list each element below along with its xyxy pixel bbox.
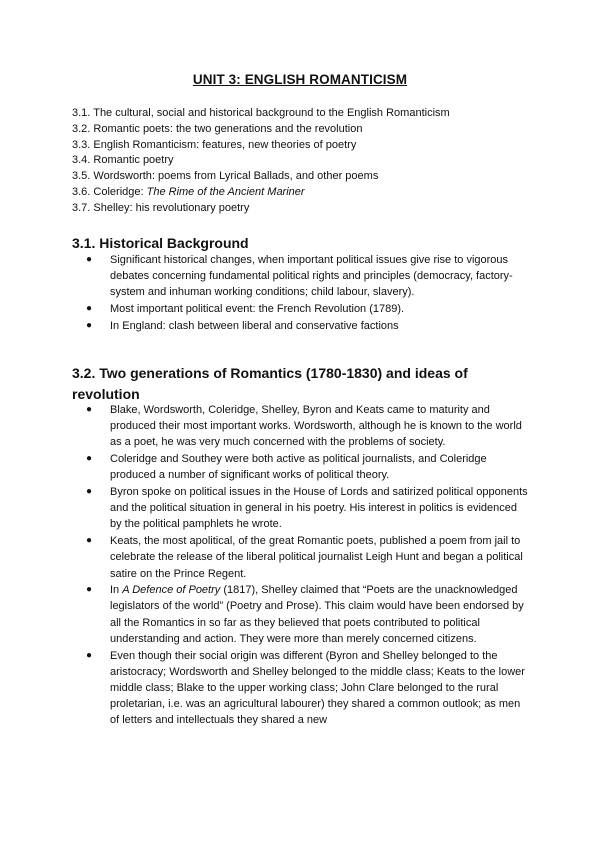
list-item: ● Byron spoke on political issues in the House of Lords and satirized political opponents and the political situation in general in his poetry. His interest in politics is evidenced by the political pamphlets he wrote. [86,486,528,531]
bullet-icon: ● [86,254,93,265]
section-heading-two-generations: 3.2. Two generations of Romantics (1780-1830) and ideas of revolution [72,365,468,402]
section2-bullet-list [82,402,530,729]
bullet-icon: ● [86,453,93,465]
toc-item: 3.3. English Romanticism: features, new theories of poetry [72,138,357,151]
list-item: ● Blake, Wordsworth, Coleridge, Shelley, Byron and Keats came to maturity and produced their most important works. Wordsworth, although he is known to the world as a poet, he was very much concerned with the problems of society. [86,404,522,449]
table-of-contents [72,106,542,217]
toc-item: 3.7. Shelley: his revolutionary poetry [72,201,250,214]
page-title: UNIT 3: ENGLISH ROMANTICISM [192,72,408,87]
toc-item: 3.5. Wordsworth: poems from Lyrical Ballads, and other poems [72,170,379,183]
bullet-icon: ● [86,404,93,415]
section1-bullet-list [82,252,530,335]
bullet-icon: ● [86,486,93,498]
list-item: ● Coleridge and Southey were both active as political journalists, and Coleridge produced a number of significant works of political theory. [86,453,487,482]
bullet-icon: ● [86,303,93,315]
list-item: ● In A Defence of Poetry (1817), Shelley claimed that “Poets are the unacknowledged legislators of the world” (Poetry and Prose). This claim would have been endorsed by all the Romantics in so far as they believed that poets contributed to political understanding and action. They were more than merely concerned citizens. [86,584,524,645]
bullet-icon: ● [86,649,93,661]
bullet-icon: ● [86,319,93,331]
bullet-icon: ● [86,584,93,596]
list-item: ● Keats, the most apolitical, of the great Romantic poets, published a poem from jail to celebrate the release of the liberal political journalist Leigh Hunt and began a political satire on the Prince Regent. [86,535,523,580]
section-heading-historical-background: 3.1. Historical Background [72,235,249,251]
toc-item: 3.4. Romantic poetry [72,154,174,167]
toc-item: 3.6. Coleridge: The Rime of the Ancient Mariner [72,185,305,198]
bullet-icon: ● [86,535,93,547]
toc-item: 3.2. Romantic poets: the two generations and the revolution [72,122,363,135]
toc-item: 3.1. The cultural, social and historical background to the English Romanticism [72,107,450,119]
list-item: ● In England: clash between liberal and conservative factions [82,318,530,334]
list-item: ● Significant historical changes, when important political issues give rise to vigorous debates concerning fundamental political rights and principles (democracy, factory-system and inhuman working conditions; child labour, slavery). [86,254,513,299]
list-item: ● Even though their social origin was different (Byron and Shelley belonged to the aristocracy; Wordsworth and Shelley belonged to the middle class; Keats to the lower middle class; Blake to the upper working class; John Clare belonged to the rural proletarian, i.e. was an agricultural labourer) they shared a common outlook; as men of letters and intellectuals they shared a new [86,649,525,727]
list-item: ● Most important political event: the French Revolution (1789). [82,301,530,317]
